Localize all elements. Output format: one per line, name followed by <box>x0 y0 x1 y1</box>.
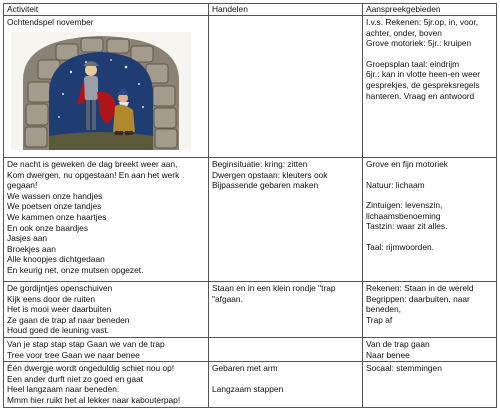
header-areas: Aanspreekgebieden <box>363 4 497 16</box>
action-line: Dwergen opstaan: kleuters ook <box>212 169 328 180</box>
area-line: Socaal: stemmingen <box>366 363 442 374</box>
table-row <box>4 282 497 338</box>
activity-cell <box>4 282 209 338</box>
dwarf-and-knight-illustration-icon <box>11 32 191 150</box>
header-activity: Activiteit <box>4 4 209 16</box>
area-line: 6jr.: kan in vlotte heen-en weer gesprekjes, de gespreksregels hanteren. Vraag en antwoord <box>366 69 481 101</box>
actions-cell <box>209 282 363 338</box>
verse-line: Één dwergje wordt ongeduldig schiet nou op! <box>7 363 175 374</box>
area-line: Begrippen: daarbuiten, naar beneden, <box>366 293 470 315</box>
actions-cell <box>209 362 363 407</box>
areas-cell <box>363 282 497 338</box>
activity-cell <box>4 16 209 158</box>
verse-line: Het is mooi weer daarbuiten <box>7 304 112 315</box>
activity-cell <box>4 338 209 362</box>
verse-line: Kom dwergen, nu opgestaan! En aan het werk <box>7 169 180 180</box>
actions-cell <box>209 338 363 362</box>
action-line: Staan en in een klein rondje "trap "afgaan. <box>212 283 336 304</box>
area-line: Zintuigen: levenszin, lichaamsbenoeming <box>366 200 443 221</box>
spacer <box>212 374 359 384</box>
actions-cell <box>209 158 363 282</box>
verse-line: Mmm hier ruikt het al lekker naar kabouterpap! <box>7 394 181 405</box>
verse-line: We poetsen onze tandjes <box>7 201 102 212</box>
verse-line: Alle knoopjes dichtgedaan <box>7 254 105 265</box>
area-line: Taal: rijmwoorden. <box>366 241 434 252</box>
verse-line: En ook onze baardjes <box>7 222 89 233</box>
verse-line: Tree voor tree Gaan we naar benee <box>7 349 140 360</box>
areas-cell <box>363 338 497 362</box>
table-header-row <box>4 4 497 16</box>
area-line: Rekenen: Staan in de wereld <box>366 283 474 293</box>
verse-line: Ze gaan de trap af naar beneden <box>7 314 130 325</box>
action-line: Bijpassende gebaren maken <box>212 180 319 191</box>
spacer <box>366 232 493 242</box>
verse-line: Jasjes aan <box>7 233 48 244</box>
verse-line: Een ander durft niet zo goed en gaat <box>7 373 143 384</box>
verse-line: We wassen onze handjes <box>7 190 103 201</box>
area-line: Naar benee <box>366 349 410 360</box>
lesson-plan-table <box>3 3 497 408</box>
verse-line: Houd goed de leuning vast. <box>7 325 109 336</box>
area-line: Tastzin: waar zit alles. <box>366 221 448 232</box>
table-row <box>4 338 497 362</box>
verse-line: Van je stap stap stap Gaan we van de trap <box>7 339 165 349</box>
activity-title: Ochtendspel november <box>7 17 94 27</box>
action-line: Langzaam stappen <box>212 383 284 394</box>
spacer <box>366 190 493 200</box>
verse-line: gegaan! <box>7 180 38 191</box>
table-row <box>4 362 497 407</box>
action-line: Gebaren met arm <box>212 363 278 374</box>
header-actions: Handelen <box>209 4 363 16</box>
spacer <box>366 170 493 180</box>
areas-cell <box>363 362 497 407</box>
verse-line: Heel langzaam naar beneden. <box>7 384 120 395</box>
activity-cell <box>4 158 209 282</box>
verse-line: We kammen onze haartjes <box>7 211 107 222</box>
area-line: Van de trap gaan <box>366 339 430 349</box>
verse-line: De nacht is geweken de dag breekt weer aan, <box>7 159 178 169</box>
areas-cell <box>363 16 497 158</box>
area-line: Grove en fijn motoriek <box>366 159 448 169</box>
actions-cell <box>209 16 363 158</box>
verse-line: Kijk eens door de ruiten <box>7 293 95 304</box>
area-line: Natuur: lichaam <box>366 179 425 190</box>
area-line: Grove motoriek: 5jr.: kruipen <box>366 38 472 49</box>
area-line: Groepsplan taal: eindrijm <box>366 58 460 69</box>
spacer <box>366 49 493 59</box>
activity-cell <box>4 362 209 407</box>
area-line: I.v.s. Rekenen: 5jr.op, in, voor, achter, onder, boven <box>366 17 479 38</box>
table-row <box>4 158 497 282</box>
table-row <box>4 16 497 158</box>
action-line: Beginsituatie: kring: zitten <box>212 159 308 169</box>
verse-line: Broekjes aan <box>7 243 56 254</box>
area-line: Trap af <box>366 314 393 325</box>
verse-line: De gordijntjes openschuiven <box>7 283 113 293</box>
areas-cell <box>363 158 497 282</box>
verse-line: En keurig net, onze mutsen opgezet. <box>7 264 144 275</box>
